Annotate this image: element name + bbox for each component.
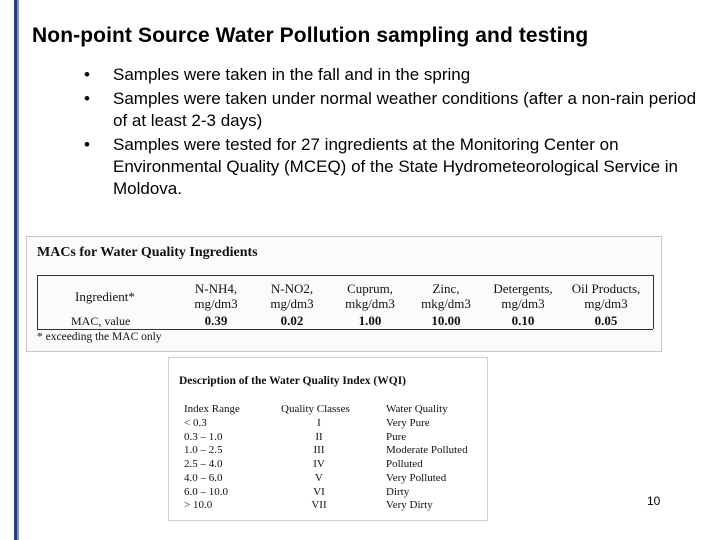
column-name: Detergents, bbox=[493, 281, 553, 296]
mac-value: 0.10 bbox=[511, 313, 535, 328]
bullet-glyph: • bbox=[84, 65, 90, 84]
column-unit: mg/dm3 bbox=[270, 296, 314, 311]
bullet-text: Samples were taken in the fall and in the spring bbox=[113, 65, 471, 84]
column-name: Cuprum, bbox=[347, 281, 393, 296]
wqi-table-title: Description of the Water Quality Index (WQI) bbox=[179, 375, 407, 387]
wqi-table-image bbox=[168, 357, 488, 521]
table-cell: 6.0 – 10.0 bbox=[184, 485, 228, 498]
slide-title: Non-point Source Water Pollution sampling and testing bbox=[32, 24, 589, 47]
table-cell: > 10.0 bbox=[184, 499, 213, 512]
wqi-header-quality-classes: Quality Classes bbox=[281, 403, 350, 415]
table-cell: Moderate Polluted bbox=[386, 444, 468, 457]
table-cell: Dirty bbox=[386, 485, 410, 498]
column-unit: mg/dm3 bbox=[501, 296, 545, 311]
mac-column-header bbox=[330, 281, 410, 311]
table-cell: 2.5 – 4.0 bbox=[184, 458, 223, 471]
mac-table-title: MACs for Water Quality Ingredients bbox=[37, 245, 258, 260]
bullet-item bbox=[84, 88, 714, 132]
slide-accent-bar-light bbox=[17, 0, 19, 540]
table-rule bbox=[37, 275, 38, 329]
mac-column-header bbox=[252, 281, 332, 311]
bullet-glyph: • bbox=[84, 89, 90, 108]
column-name: Oil Products, bbox=[571, 281, 641, 296]
mac-value: 10.00 bbox=[431, 313, 461, 328]
mac-column-header bbox=[560, 281, 652, 311]
column-unit: mkg/dm3 bbox=[345, 296, 395, 311]
wqi-header-water-quality: Water Quality bbox=[386, 403, 448, 415]
bullet-text: Samples were taken under normal weather conditions (after a non-rain period of at least 2-3 days) bbox=[113, 89, 697, 130]
mac-table-image bbox=[26, 236, 662, 352]
table-cell: III bbox=[313, 444, 325, 457]
mac-value: 0.39 bbox=[204, 313, 228, 328]
table-cell: VI bbox=[313, 485, 325, 498]
mac-column-header bbox=[176, 281, 256, 311]
table-cell: 1.0 – 2.5 bbox=[184, 444, 223, 457]
table-cell: Pure bbox=[386, 430, 407, 443]
mac-column-header bbox=[483, 281, 563, 311]
wqi-water-quality-column bbox=[386, 417, 468, 513]
table-cell: < 0.3 bbox=[184, 417, 207, 429]
table-cell: I bbox=[317, 417, 321, 429]
mac-value: 1.00 bbox=[358, 313, 382, 328]
mac-column-header bbox=[406, 281, 486, 311]
wqi-index-range-column bbox=[184, 417, 228, 513]
table-cell: Very Dirty bbox=[386, 499, 433, 512]
wqi-header-index-range: Index Range bbox=[184, 403, 240, 415]
wqi-quality-class-column bbox=[299, 417, 339, 513]
column-unit: mkg/dm3 bbox=[421, 296, 471, 311]
mac-value: 0.05 bbox=[594, 313, 618, 328]
table-cell: II bbox=[315, 430, 323, 443]
bullet-item bbox=[84, 64, 714, 86]
column-name: Zinc, bbox=[432, 281, 460, 296]
column-name: N-NO2, bbox=[270, 281, 314, 296]
table-cell: Very Pure bbox=[386, 417, 430, 429]
table-rule bbox=[37, 275, 653, 276]
table-rule bbox=[37, 329, 653, 330]
table-cell: Very Polluted bbox=[386, 471, 447, 484]
mac-value: 0.02 bbox=[280, 313, 304, 328]
column-unit: mg/dm3 bbox=[584, 296, 628, 311]
mac-footnote: * exceeding the MAC only bbox=[37, 331, 162, 343]
bullet-list bbox=[84, 64, 714, 202]
bullet-item bbox=[84, 134, 714, 200]
table-cell: IV bbox=[313, 458, 325, 471]
ingredient-header: Ingredient* bbox=[75, 289, 135, 304]
bullet-glyph: • bbox=[84, 135, 90, 154]
bullet-text: Samples were tested for 27 ingredients at the Monitoring Center on Environmental Quality (MCEQ) of the State Hydrometeorological Service in Moldova. bbox=[113, 135, 679, 198]
table-cell: V bbox=[315, 471, 323, 484]
table-cell: Polluted bbox=[386, 458, 423, 471]
mac-row-label: MAC, value bbox=[71, 314, 131, 328]
column-name: N-NH4, bbox=[194, 281, 238, 296]
table-rule bbox=[653, 275, 654, 329]
table-cell: VII bbox=[311, 499, 327, 512]
column-unit: mg/dm3 bbox=[194, 296, 238, 311]
table-cell: 4.0 – 6.0 bbox=[184, 471, 223, 484]
table-cell: 0.3 – 1.0 bbox=[184, 430, 223, 443]
page-number: 10 bbox=[647, 494, 661, 508]
